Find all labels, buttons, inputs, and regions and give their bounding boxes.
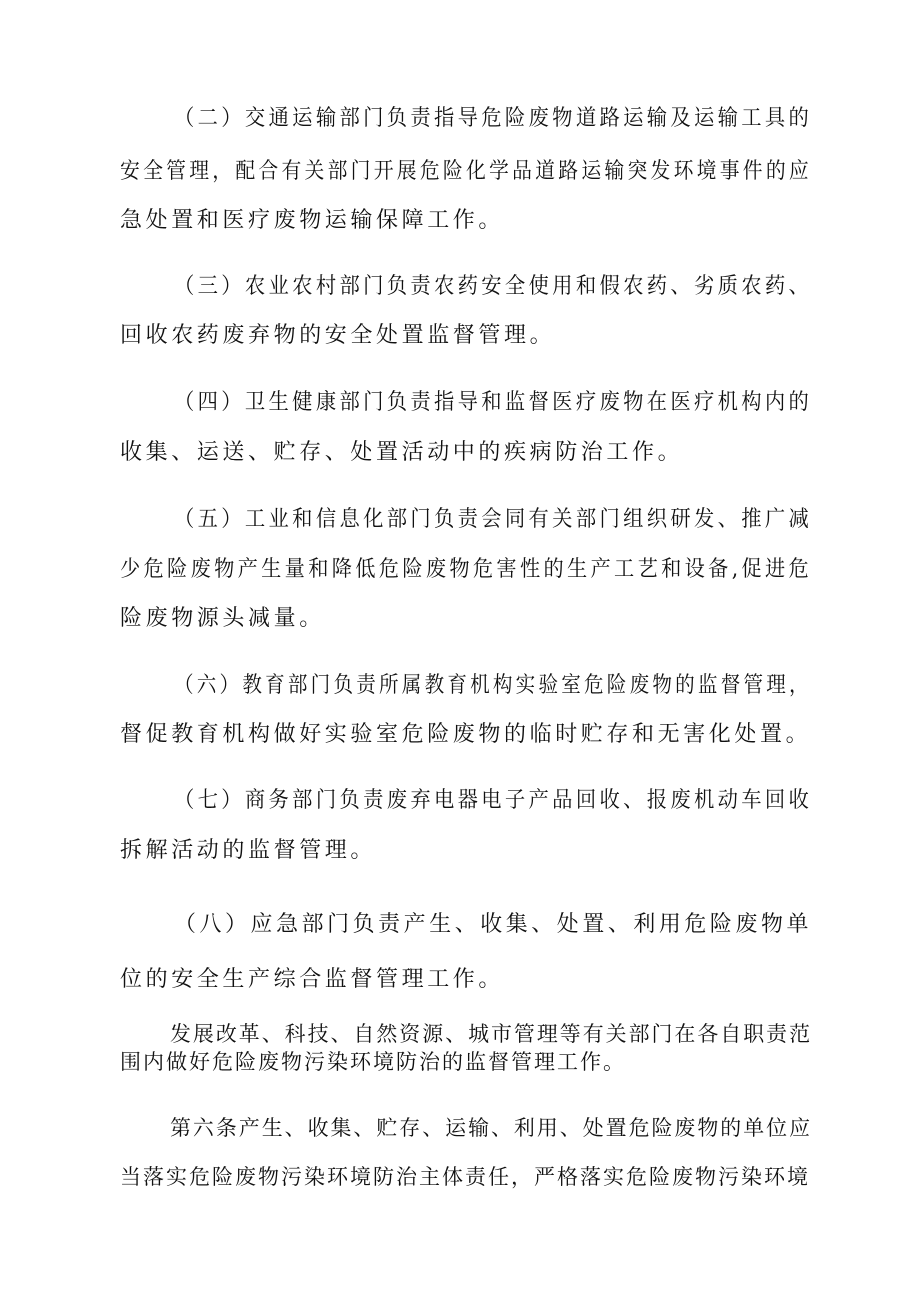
paragraph-line: 险废物源头减量。 bbox=[120, 606, 325, 631]
paragraph-line: （八）应急部门负责产生、收集、处置、利用危险废物单 bbox=[174, 912, 813, 937]
paragraph-line: 当落实危险废物污染环境防治主体责任，严格落实危险废物污染环境 bbox=[120, 1165, 810, 1189]
paragraph-line: 第六条产生、收集、贮存、运输、利用、处置危险废物的单位应 bbox=[170, 1116, 813, 1140]
paragraph-line: 急处置和医疗废物运输保障工作。 bbox=[120, 208, 505, 233]
paragraph-line: （五）工业和信息化部门负责会同有关部门组织研发、推广减 bbox=[174, 507, 813, 532]
paragraph-line: （二）交通运输部门负责指导危险废物道路运输及运输工具的 bbox=[174, 106, 813, 131]
paragraph-line: （七）商务部门负责废弃电器电子产品回收、报废机动车回收 bbox=[174, 788, 813, 813]
paragraph-line: （四）卫生健康部门负责指导和监督医疗废物在医疗机构内的 bbox=[174, 390, 813, 415]
paragraph-line: 发展改革、科技、自然资源、城市管理等有关部门在各自职责范 bbox=[170, 1022, 813, 1046]
paragraph-line: 少危险废物产生量和降低危险废物危害性的生产工艺和设备,促进危 bbox=[120, 557, 813, 582]
paragraph-line: 安全管理，配合有关部门开展危险化学品道路运输突发环境事件的应 bbox=[120, 159, 812, 184]
paragraph-line: （三）农业农村部门负责农药安全使用和假农药、劣质农药、 bbox=[174, 274, 813, 299]
paragraph-line: 拆解活动的监督管理。 bbox=[120, 838, 377, 863]
paragraph-line: 督促教育机构做好实验室危险废物的临时贮存和无害化处置。 bbox=[120, 722, 812, 747]
paragraph-line: 回收农药废弃物的安全处置监督管理。 bbox=[120, 323, 556, 348]
paragraph-line: 围内做好危险废物污染环境防治的监督管理工作。 bbox=[120, 1050, 626, 1074]
paragraph-line: 收集、运送、贮存、处置活动中的疾病防治工作。 bbox=[120, 440, 684, 465]
paragraph-line: 位的安全生产综合监督管理工作。 bbox=[120, 967, 505, 992]
paragraph-line: （六）教育部门负责所属教育机构实验室危险废物的监督管理， bbox=[174, 673, 812, 698]
